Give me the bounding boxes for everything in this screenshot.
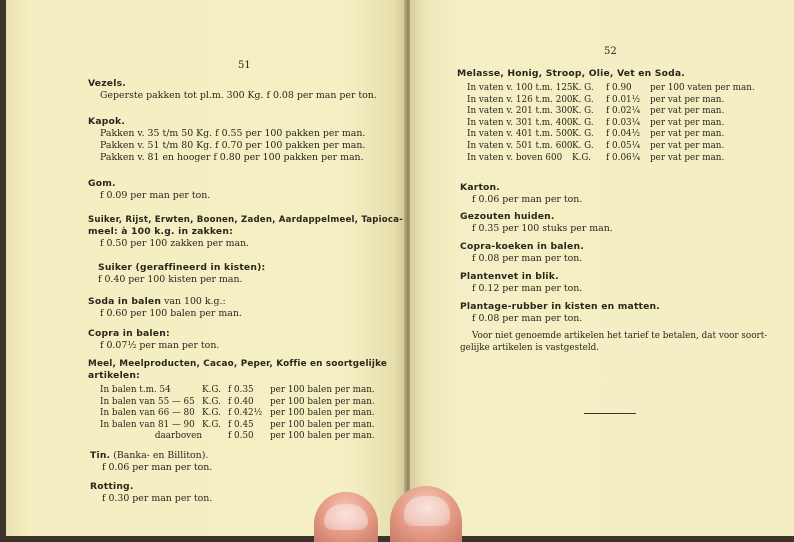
table-row (467, 95, 787, 107)
section-heading: Melasse, Honig, Stroop, Olie, Vet en Soda. (457, 68, 685, 79)
table-cell-range: In balen van 55 — 65 (100, 396, 195, 407)
section-heading: Plantage-rubber in kisten en matten. (460, 301, 660, 312)
table-cell-rate: per 100 balen per man. (270, 419, 375, 430)
table-cell-price: f 0.45 (228, 419, 254, 430)
section-line: f 0.35 per 100 stuks per man. (472, 223, 613, 234)
section-heading-suffix: (Banka- en Billiton). (110, 450, 209, 461)
table-cell-range: In vaten v. 126 t.m. 200 (467, 94, 573, 105)
section-heading-cont: meel: à 100 k.g. in zakken: (88, 226, 233, 237)
section-heading: Meel, Meelproducten, Cacao, Peper, Koffie en soortgelijke (88, 359, 388, 369)
table-cell-rate: per 100 balen per man. (270, 396, 375, 407)
table-row (467, 118, 787, 130)
table-row (100, 397, 396, 409)
section-heading: Soda in balen (88, 296, 162, 307)
section-heading: Kapok. (88, 116, 126, 127)
table-cell-rate: per 100 vaten per man. (650, 83, 755, 93)
table-row (467, 83, 787, 95)
section-heading: Suiker (geraffineerd in kisten): (98, 262, 266, 273)
table-cell-range: In vaten v. 201 t.m. 300 (467, 106, 573, 117)
section-line: f 0.60 per 100 balen per man. (100, 308, 242, 319)
table-row (467, 129, 787, 141)
section-heading: Copra-koeken in balen. (460, 241, 584, 252)
table-cell-range: daarboven (154, 431, 202, 442)
table-cell-price: f 0.06¼ (606, 152, 641, 163)
table-cell-unit: K.G. (202, 408, 221, 419)
table-row (100, 420, 396, 432)
table-cell-price: f 0.01½ (606, 94, 641, 105)
section-soda (88, 296, 388, 320)
table-cell-range: In vaten v. 501 t.m. 600 (467, 140, 573, 151)
section-line: f 0.12 per man per ton. (472, 283, 583, 294)
table-cell-price: f 0.50 (228, 431, 254, 442)
section-line: f 0.08 per man per ton. (472, 313, 583, 324)
section-heading-suffix: van 100 k.g.: (161, 296, 226, 307)
section-heading: Gom. (88, 178, 116, 189)
table-cell-price: f 0.90 (606, 83, 632, 93)
table-cell-range: In vaten v. 301 t.m. 400 (467, 117, 573, 128)
table-cell-unit: K.G. (202, 419, 221, 430)
right-page (410, 0, 794, 536)
section-heading: Karton. (460, 182, 500, 193)
table-cell-rate: per vat per man. (650, 117, 725, 128)
section-suiker-geraffineerd (98, 262, 398, 286)
table-cell-price: f 0.03¼ (606, 117, 641, 128)
section-line: Pakken v. 81 en hooger f 0.80 per 100 pakken per man. (100, 152, 364, 163)
left-fingernail (324, 504, 368, 530)
section-copra-koeken (460, 241, 780, 265)
section-line: f 0.08 per man per ton. (472, 253, 583, 264)
section-heading: Rotting. (90, 481, 134, 492)
table-cell-price: f 0.35 (228, 385, 254, 395)
section-line: f 0.30 per man per ton. (102, 493, 213, 504)
section-copra (88, 328, 388, 352)
table-cell-price: f 0.05¼ (606, 140, 641, 151)
section-heading: Copra in balen: (88, 328, 170, 339)
right-page-number: 52 (604, 46, 617, 57)
table-cell-range: In balen t.m. 54 (100, 385, 171, 395)
table-row (100, 408, 396, 420)
vaten-table (467, 83, 787, 164)
section-heading: Tin. (90, 450, 111, 461)
table-row (467, 106, 787, 118)
section-heading: Suiker, Rijst, Erwten, Boonen, Zaden, Aardappelmeel, Tapioca- (88, 215, 403, 225)
left-page-number: 51 (238, 60, 251, 71)
section-heading: Plantenvet in blik. (460, 271, 559, 282)
table-cell-rate: per vat per man. (650, 106, 725, 117)
table-cell-unit: K.G. (202, 385, 221, 395)
section-line: Pakken v. 35 t/m 50 Kg. f 0.55 per 100 pakken per man. (100, 128, 366, 139)
section-rubber (460, 301, 780, 325)
section-suiker-rijst (88, 214, 403, 250)
table-cell-price: f 0.02¼ (606, 106, 641, 117)
footer-note (460, 330, 784, 354)
table-cell-price: f 0.42½ (228, 408, 263, 419)
table-cell-price: f 0.40 (228, 396, 254, 407)
table-cell-range: In balen van 66 — 80 (100, 408, 195, 419)
fingers-photo (300, 480, 500, 536)
section-plantenvet (460, 271, 780, 295)
table-cell-unit: K. G. (572, 117, 594, 128)
table-row (100, 385, 396, 397)
table-cell-unit: K. G. (572, 94, 594, 105)
section-melasse (457, 68, 787, 80)
table-cell-rate: per vat per man. (650, 94, 725, 105)
table-row (467, 141, 787, 153)
table-cell-unit: K. G. (572, 140, 594, 151)
section-huiden (460, 211, 780, 235)
table-cell-unit: K. G. (572, 106, 594, 117)
meel-table (100, 385, 396, 443)
section-line: f 0.07½ per man per ton. (100, 340, 220, 351)
section-heading: Vezels. (88, 78, 126, 89)
footer-line: gelijke artikelen is vastgesteld. (460, 343, 600, 353)
table-cell-rate: per 100 balen per man. (270, 431, 375, 442)
table-cell-unit: K.G. (202, 396, 221, 407)
right-fingernail (404, 496, 450, 526)
table-cell-unit: K. G. (572, 83, 594, 93)
table-cell-rate: per vat per man. (650, 140, 725, 151)
table-cell-rate: per vat per man. (650, 129, 725, 140)
section-gom (88, 178, 388, 202)
table-cell-unit: K.G. (572, 152, 591, 163)
table-cell-range: In vaten v. 401 t.m. 500 (467, 129, 573, 140)
section-line: f 0.50 per 100 zakken per man. (100, 238, 250, 249)
section-line: Geperste pakken tot pl.m. 300 Kg. f 0.08 per man per ton. (100, 90, 377, 101)
section-line: f 0.06 per man per ton. (102, 462, 213, 473)
divider-rule (584, 413, 636, 414)
table-cell-unit: K. G. (572, 129, 594, 140)
table-row (467, 153, 787, 165)
table-cell-range: In vaten v. 100 t.m. 125 (467, 83, 573, 93)
table-cell-range: In vaten v. boven 600 (467, 152, 563, 163)
section-heading: Gezouten huiden. (460, 211, 555, 222)
footer-line: Voor niet genoemde artikelen het tarief te betalen, dat voor soort- (472, 331, 768, 341)
section-tin (90, 450, 390, 474)
table-cell-price: f 0.04½ (606, 129, 641, 140)
table-row (100, 431, 396, 443)
table-cell-rate: per 100 balen per man. (270, 385, 375, 395)
table-cell-rate: per vat per man. (650, 152, 725, 163)
section-line: f 0.40 per 100 kisten per man. (98, 274, 243, 285)
section-line: Pakken v. 51 t/m 80 Kg. f 0.70 per 100 pakken per man. (100, 140, 366, 151)
section-meel (88, 358, 398, 382)
section-karton (460, 182, 780, 206)
section-line: f 0.09 per man per ton. (100, 190, 211, 201)
section-kapok (88, 116, 388, 164)
section-heading-cont: artikelen: (88, 370, 140, 381)
section-line: f 0.06 per man per ton. (472, 194, 583, 205)
section-vezels (88, 78, 388, 102)
table-cell-rate: per 100 balen per man. (270, 408, 375, 419)
table-cell-range: In balen van 81 — 90 (100, 419, 195, 430)
